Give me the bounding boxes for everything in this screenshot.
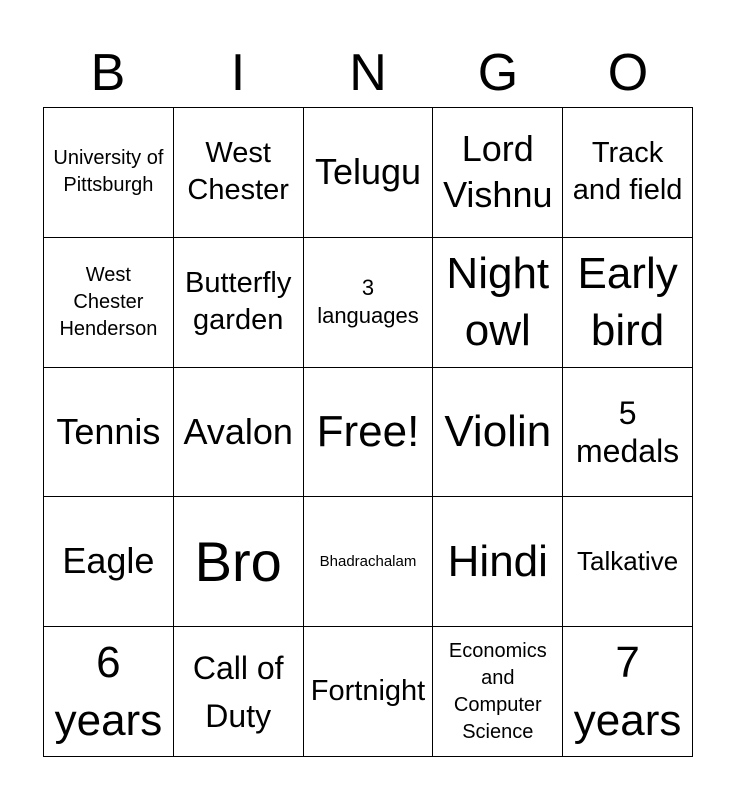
bingo-cell[interactable] xyxy=(433,627,563,757)
cell-text: Avalon xyxy=(183,410,293,452)
cell-text: Tennis xyxy=(56,410,161,452)
free-space-text: Free! xyxy=(316,407,420,457)
bingo-cell[interactable] xyxy=(174,368,304,498)
cell-text: Violin xyxy=(444,407,552,457)
bingo-cell[interactable] xyxy=(304,108,434,238)
bingo-board xyxy=(43,107,693,757)
cell-text: Lord Vishnu xyxy=(443,127,553,216)
cell-text: Fortnight xyxy=(310,674,426,707)
header-letter-g: G xyxy=(477,44,519,102)
cell-text: 7 years xyxy=(573,638,682,745)
header-letter-o: O xyxy=(607,44,649,102)
cell-text: West Chester xyxy=(187,136,289,207)
bingo-cell[interactable] xyxy=(563,627,693,757)
bingo-cell[interactable] xyxy=(174,108,304,238)
bingo-cell[interactable] xyxy=(44,368,174,498)
bingo-cell[interactable] xyxy=(563,368,693,498)
bingo-cell[interactable] xyxy=(44,627,174,757)
bingo-cell[interactable] xyxy=(433,368,563,498)
cell-text: 3 languages xyxy=(317,274,419,329)
cell-text: University of Pittsburgh xyxy=(53,147,164,197)
bingo-cell[interactable] xyxy=(563,497,693,627)
bingo-cell[interactable] xyxy=(44,108,174,238)
bingo-cell[interactable] xyxy=(433,497,563,627)
bingo-cell[interactable] xyxy=(304,627,434,757)
cell-text: West Chester Henderson xyxy=(59,263,158,340)
cell-text: Night owl xyxy=(446,249,550,356)
cell-text: Telugu xyxy=(314,151,422,192)
bingo-cell[interactable] xyxy=(174,627,304,757)
bingo-cell[interactable] xyxy=(304,497,434,627)
cell-text: Early bird xyxy=(577,249,678,356)
header-letter-n: N xyxy=(349,44,387,102)
cell-text: Hindi xyxy=(447,537,548,587)
cell-text: Bhadrachalam xyxy=(319,552,417,570)
cell-text: Bro xyxy=(194,530,282,594)
bingo-cell[interactable] xyxy=(44,238,174,368)
free-space-cell[interactable] xyxy=(304,368,434,498)
cell-text: Track and field xyxy=(572,136,683,207)
bingo-cell[interactable] xyxy=(44,497,174,627)
bingo-cell[interactable] xyxy=(304,238,434,368)
cell-text: Eagle xyxy=(62,540,155,582)
header-letter-i: I xyxy=(230,44,246,102)
bingo-cell[interactable] xyxy=(563,108,693,238)
cell-text: Talkative xyxy=(577,545,679,576)
cell-text: 5 medals xyxy=(576,394,680,469)
bingo-cell[interactable] xyxy=(433,238,563,368)
cell-text: 6 years xyxy=(54,638,163,745)
cell-text: Butterfly garden xyxy=(185,266,292,337)
header-letter-b: B xyxy=(90,44,126,102)
bingo-cell[interactable] xyxy=(174,497,304,627)
bingo-cell[interactable] xyxy=(174,238,304,368)
bingo-cell[interactable] xyxy=(563,238,693,368)
cell-text: Economics and Computer Science xyxy=(448,639,547,743)
cell-text: Call of Duty xyxy=(192,649,284,734)
bingo-header xyxy=(43,40,693,106)
bingo-cell[interactable] xyxy=(433,108,563,238)
